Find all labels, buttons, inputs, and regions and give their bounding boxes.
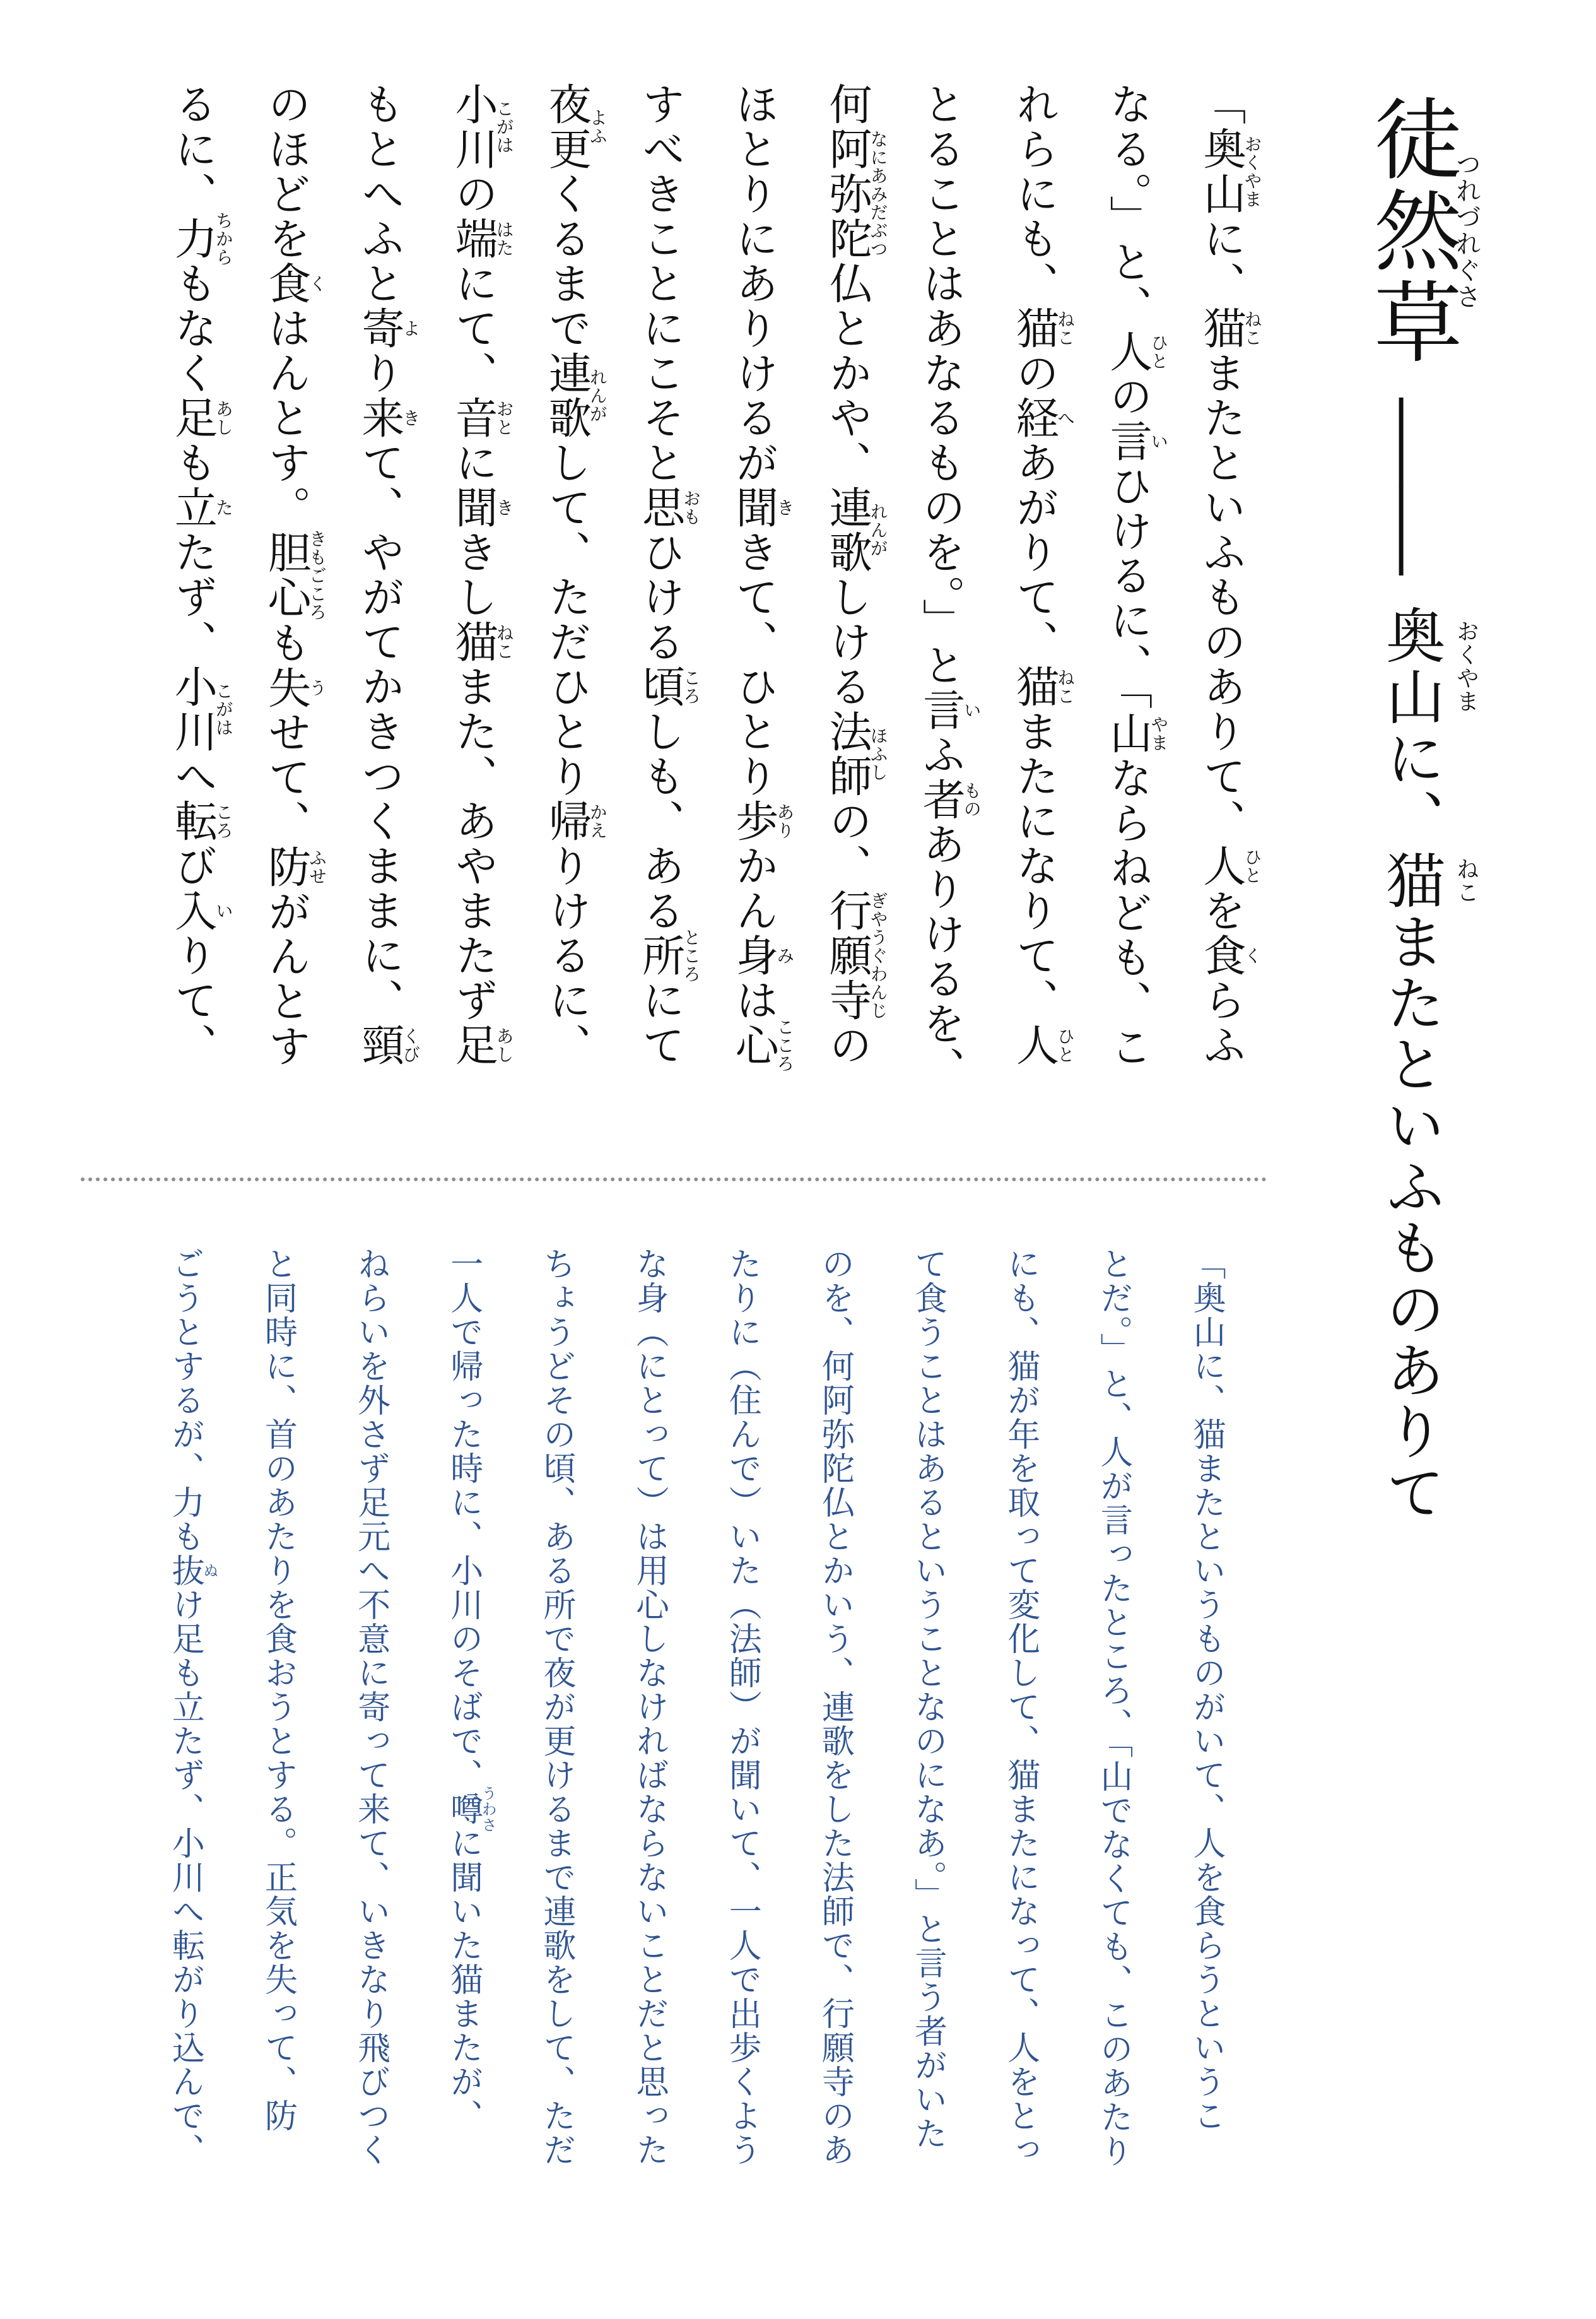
classical-text-column: とることはあなるものを。」と言いふ者ものありけるを、 [917,82,981,1091]
furigana-ruby: 食く [1197,933,1262,978]
classical-text-column: すべきことにこそと思おもひける頃ころしも、ある所ところにて [636,82,701,1068]
furigana-ruby: 寄よ [355,306,420,351]
furigana-ruby: 法師ほふし [823,709,888,799]
furigana-ruby: 足あし [449,1023,513,1068]
classical-text-column: もとへふと寄より来きて、やがてかきつくままに、頸くび [355,82,420,1068]
furigana-ruby: 聞き [449,485,513,530]
furigana-ruby: 端はた [449,216,513,261]
furigana-ruby: 転ころ [168,799,233,844]
furigana-ruby: 足あし [168,396,233,440]
furigana-ruby: 猫ねこ [1010,664,1075,709]
translation-text-column: ごうとするが、力も抜ぬけ足も立たず、小川へ転がり込んで、 [167,1247,217,2167]
translation-text-column: とだ。」と、人が言ったところ、「山でなくても、このあたり [1094,1247,1131,2168]
title-dash: ―― [1361,398,1459,575]
furigana-ruby: 胆心きもごころ [262,529,327,622]
furigana-ruby: 経へ [1010,396,1075,440]
translation-text-column: たりに（住んで）いた（法師）が聞いて、一人で出歩くよう [724,1247,760,2167]
furigana-ruby: 力ちから [168,211,233,266]
furigana-ruby: 人ひと [1197,844,1262,888]
furigana-ruby: 所ところ [636,928,701,983]
furigana-ruby: 行願寺ぎやうぐわんじ [823,888,888,1023]
furigana-ruby: 防ふせ [262,844,327,890]
furigana-ruby: 言い [1103,419,1168,464]
furigana-ruby: 者もの [917,777,981,822]
furigana-ruby: 小川こがは [449,82,513,172]
furigana-ruby: 失う [262,665,327,711]
furigana-ruby: 抜ぬ [167,1554,217,1588]
furigana-ruby: 徒然草つれづれぐさ [1361,93,1481,368]
furigana-ruby: 連歌れんが [823,485,888,575]
translation-text-column: ねらいを外さず足元へ不意に寄って来て、いきなり飛びつく [352,1247,389,2167]
section-divider [81,1177,1267,1181]
furigana-ruby: 奥山おくやま [1197,127,1262,216]
translation-text-column: と同時に、首のあたりを食おうとする。正気を失って、防 [259,1247,296,2133]
classical-text-column: るに、力ちからもなく足あしも立たたず、小川こがはへ転ころび入いりて、 [168,82,233,1068]
furigana-ruby: 噂うわさ [445,1785,496,1833]
furigana-ruby: 立た [168,485,233,530]
classical-text-column: 小川こがはの端はたにて、音おとに聞ききし猫ねこまた、あやまたず足あし [449,82,513,1068]
furigana-ruby: 頃ころ [636,664,701,709]
classical-text-column: 何阿弥陀仏なにあみだぶつとかや、連歌れんがしける法師ほふしの、行願寺ぎやうぐわんじの [823,82,888,1068]
furigana-ruby: 人ひと [1103,329,1168,374]
translation-text-column: 一人で帰った時に、小川のそばで、噂うわさに聞いた猫またが、 [445,1247,496,2133]
classical-text-column: のほどを食くはんとす。胆心きもごころも失うせて、防ふせがんとす [262,82,327,1069]
furigana-ruby: 猫 ねこ [1376,850,1479,911]
furigana-ruby: 音おと [449,396,513,440]
furigana-ruby: 夜更よふ [543,82,607,172]
furigana-ruby: 猫ねこ [449,620,513,664]
furigana-ruby: 身み [729,933,794,978]
furigana-ruby: 猫ねこ [1010,306,1075,351]
translation-text-column: ちょうどその頃、ある所で夜が更けるまで連歌をして、ただ [537,1247,574,2167]
title-column [1361,93,1481,1620]
classical-text-column: 「奥山おくやまに、猫ねこまたといふものありて、人ひとを食くらふ [1197,82,1262,1068]
classical-text-column: 夜更よふくるまで連歌れんがして、ただひとり帰かえりけるに、 [543,82,607,1068]
furigana-ruby: 帰かえ [543,799,607,844]
furigana-ruby: 小川こがは [168,664,233,754]
work-title [1361,93,1481,368]
translation-text-column: て食うことはあるということなのになあ。」と言う者がいた [909,1247,946,2151]
furigana-ruby: 入い [168,888,233,933]
translation-text-column: のを、何阿弥陀仏とかいう、連歌をした法師で、行願寺のあ [816,1247,853,2167]
classical-text-column: れらにも、猫ねこの経へあがりて、猫ねこまたになりて、人ひと [1010,82,1075,1068]
furigana-ruby: 奥山 おくやま [1376,605,1479,728]
furigana-ruby: 頸くび [355,1023,420,1068]
furigana-ruby: 来き [355,396,420,440]
furigana-ruby: 食く [262,261,327,306]
furigana-ruby: 心こころ [729,1018,794,1073]
classical-text-column: ほとりにありけるが聞ききて、ひとり歩ありかん身みは心こころ [729,82,794,1073]
modern-translation-section [138,1247,1252,2231]
furigana-ruby: 言い [917,688,981,733]
furigana-ruby: 思おも [636,485,701,530]
translation-text-column: な身（にとって）は用心しなければならないことだと思った [631,1247,667,2167]
furigana-ruby: 山やま [1103,711,1168,756]
episode-title: 奥山 おくやまに、猫 ねこまたといふものありて [1376,605,1479,1523]
furigana-ruby: 人ひと [1010,1023,1075,1068]
furigana-ruby: 歩あり [729,799,794,844]
translation-text-column: 「奥山に、猫またというものがいて、人を食らうというこ [1188,1247,1224,2133]
furigana-ruby: 聞き [729,485,794,530]
classical-text-section [146,82,1268,1130]
classical-text-column: なる。」と、人ひとの言いひけるに、「山やまならねども、こ [1103,82,1168,1070]
furigana-ruby: 連歌れんが [543,351,607,440]
furigana-ruby: 猫ねこ [1197,306,1262,351]
translation-text-column: にも、猫が年を取って変化して、猫またになって、人をとっ [1002,1247,1038,2167]
furigana-ruby: 何阿弥陀仏なにあみだぶつ [823,82,888,306]
